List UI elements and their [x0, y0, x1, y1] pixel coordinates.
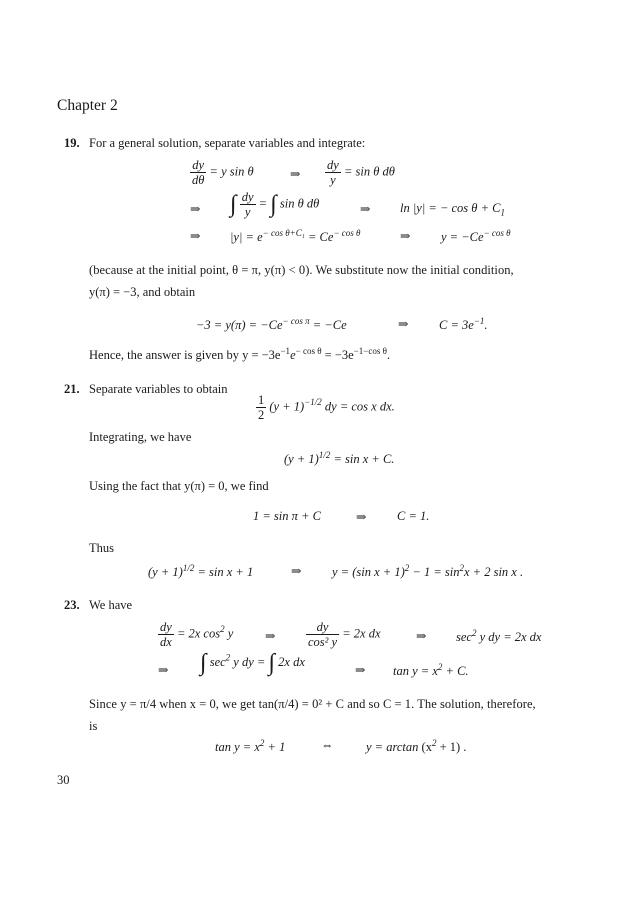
p19-eq-line1-right: $\frac{dy}{y}$ = sin θ dθ [327, 158, 395, 187]
p19-paragraph-line2: y(π) = −3, and obtain [89, 285, 196, 299]
problem-21-number: 21. [64, 382, 80, 396]
p21-final-eq-left: $(y + 1)^{1/2} = \sin x + 1$ [148, 563, 254, 580]
p21-integrating-text: Integrating, we have [89, 430, 192, 444]
implies-arrow: ⇒ [190, 229, 201, 243]
implies-arrow: ⇒ [400, 229, 411, 243]
implies-arrow: ⇒ [265, 629, 276, 643]
p21-integrated-eq: $(y + 1)^{1/2} = \sin x + C$. [284, 450, 395, 467]
p23-final-eq-right: $y = \arctan (x^2 + 1)$ . [366, 738, 467, 755]
problem-19-intro: For a general solution, separate variables and integrate: [89, 136, 366, 150]
p23-eq-line1-mid: $\frac{dy}{\text{cos² y}}$ = 2x dx [308, 620, 381, 649]
p19-paragraph-line1: (because at the initial point, θ = π, y(π) < 0). We substitute now the initial condition, [89, 263, 514, 277]
p19-eq-line2-log: ln |y| = − $\cos \theta + C_1$ [400, 201, 505, 218]
fraction: $\frac{dy}{y}$ [327, 158, 339, 187]
fraction: $\frac{dy}{y}$ [241, 190, 254, 219]
implies-arrow: ⇒ [356, 510, 367, 524]
problem-23-number: 23. [64, 598, 80, 612]
implies-arrow: ⇒ [190, 202, 201, 216]
p19-initial-condition-eq: $-3 = y(\pi) = -Ce^{- cos \pi} = -Ce$ [196, 316, 347, 333]
implies-arrow: ⇒ [355, 663, 366, 677]
p21-using-text: Using the fact that y(π) = 0, we find [89, 479, 269, 493]
implies-arrow: ⇒ [290, 167, 301, 181]
p21-thus-text: Thus [89, 541, 114, 555]
p23-eq-line1-right: $\sec^2 y$ dy = 2x dx [456, 628, 542, 645]
p23-since-text: Since y = π/4 when x = 0, we get tan(π/4) = 0² + C and so C = 1. The solution, therefore, [89, 697, 536, 711]
fraction: $\frac{dy}{\text{cos² y}}$ [308, 620, 338, 649]
implies-arrow: ⇒ [416, 629, 427, 643]
problem-19-number: 19. [64, 136, 80, 150]
implies-arrow: ⇒ [291, 564, 302, 578]
p21-find-eq: 1 = sin π + C [253, 509, 321, 523]
implies-arrow: ⇒ [360, 202, 371, 216]
p23-eq-line1-left: $\frac{dy}{dx}$ = 2x $\cos^2 y$ [160, 620, 234, 649]
chapter-heading: Chapter 2 [57, 97, 118, 114]
p19-answer: Hence, the answer is given by $y = -3e^{-1}e^{- cos \theta} = -3e^{-1-cos \theta}$. [89, 346, 391, 363]
p19-eq-line1-left: $\frac{dy}{d\theta}$ = y sin θ [192, 158, 254, 187]
implies-arrow: ⇒ [158, 663, 169, 677]
p23-is-text: is [89, 719, 98, 733]
p19-constant-value: $C = 3e^{-1}$. [439, 316, 488, 333]
p19-eq-line3-abs: $|y| = e^{- cos \theta+C_1} = Ce^{- cos \theta}$ [230, 228, 361, 245]
fraction: $\frac{dy}{d\theta}$ [192, 158, 205, 187]
implies-arrow: ⇒ [398, 317, 409, 331]
p19-eq-line2-integral: ∫ $\frac{dy}{y}$ = ∫ sin θ dθ [230, 190, 320, 219]
p21-final-eq-right: y = (sin $x + 1)^2 - 1 = \sin^2x + 2$ sin x . [332, 563, 524, 580]
p23-eq-line2-tan: $\tan y = x^2 + C$. [393, 662, 469, 679]
iff-arrow: ⇔ [321, 738, 334, 752]
p21-constant-value: C = 1. [397, 509, 430, 523]
fraction: $\frac{dy}{dx}$ [160, 620, 172, 649]
p19-eq-line3-solution: $y = -Ce^{- cos \theta}$ [441, 228, 511, 245]
p23-eq-line2-integral: ∫ $\sec^2 y$ dy = ∫ 2x dx [200, 650, 305, 676]
p21-separated-eq: $\frac{1}{2}$ $(y + 1)^{-1/2}$ dy = cos x dx. [258, 393, 395, 422]
p23-final-eq-left: $\tan y = x^2 + 1$ [215, 738, 286, 755]
problem-23-intro: We have [89, 598, 133, 612]
fraction: $\frac{1}{2}$ [258, 393, 265, 422]
problem-21-intro: Separate variables to obtain [89, 382, 228, 396]
page-number: 30 [57, 773, 70, 787]
